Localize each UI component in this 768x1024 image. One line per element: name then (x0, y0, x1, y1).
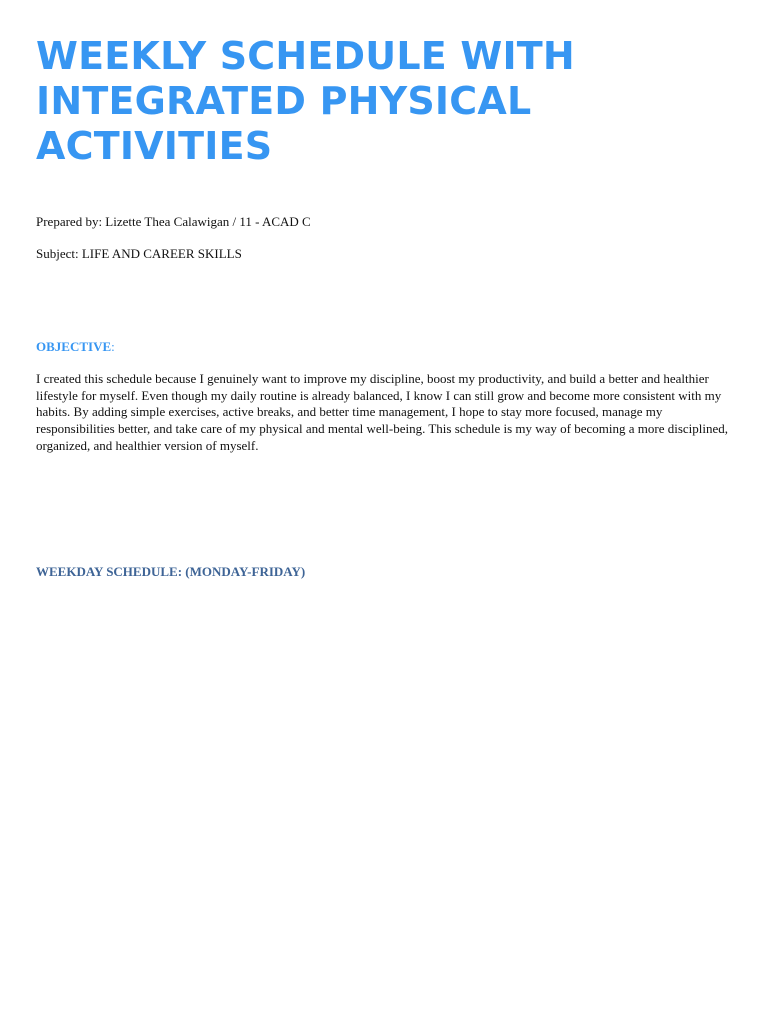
prepared-by-line: Prepared by: Lizette Thea Calawigan / 11 - ACAD C (36, 214, 311, 229)
objective-line-5: organized, and healthier version of myself. (36, 437, 259, 453)
weekday-schedule-heading: WEEKDAY SCHEDULE: (MONDAY-FRIDAY) (36, 564, 306, 579)
title-line-3: ACTIVITIES (36, 124, 273, 168)
objective-heading-label: OBJECTIVE (36, 339, 112, 354)
objective-line-3: habits. By adding simple exercises, active breaks, and better time management, I hope to stay more focused, manage my (36, 404, 663, 420)
objective-paragraph (36, 371, 736, 455)
document-title (36, 34, 676, 169)
objective-heading-colon: : (111, 339, 115, 354)
objective-line-2: lifestyle for myself. Even though my daily routine is already balanced, I know I can still grow and become more consistent with my (36, 387, 722, 403)
subject-line: Subject: LIFE AND CAREER SKILLS (36, 246, 242, 261)
title-line-1: WEEKLY SCHEDULE WITH (36, 34, 575, 78)
objective-line-1: I created this schedule because I genuinely want to improve my discipline, boost my productivity, and build a better and healthier (36, 371, 709, 386)
objective-heading (36, 339, 115, 355)
title-line-2: INTEGRATED PHYSICAL (36, 79, 532, 123)
objective-line-4: responsibilities better, and take care of my physical and mental well-being. This schedule is my way of becoming a more disciplined, (36, 421, 729, 437)
